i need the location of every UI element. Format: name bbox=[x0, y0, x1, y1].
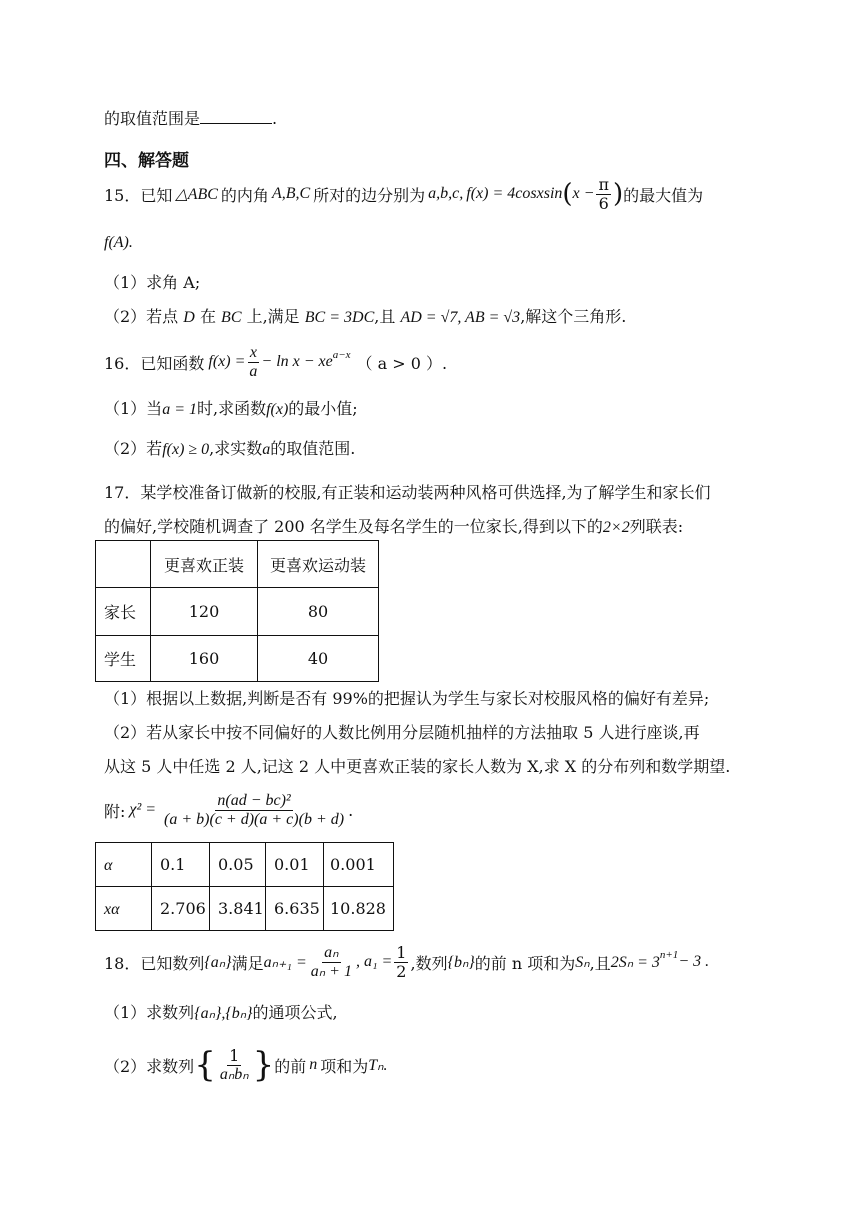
eq-a1: a = 1 bbox=[162, 401, 197, 418]
table-cell: 0.05 bbox=[210, 843, 266, 887]
x-over-a bbox=[247, 344, 259, 380]
paren-right: ) bbox=[612, 179, 624, 209]
recurrence-fraction bbox=[309, 944, 354, 980]
table-cell: 0.1 bbox=[152, 843, 210, 887]
q16-part2 bbox=[104, 436, 355, 459]
q18-text1: 已知数列 bbox=[140, 953, 205, 973]
q17-line2 bbox=[104, 514, 683, 537]
frac-num: n(ad − bc)² bbox=[217, 791, 291, 809]
intro-end: . bbox=[272, 109, 278, 128]
q15-stem bbox=[104, 176, 703, 212]
q15-number: 15． bbox=[104, 185, 141, 205]
q17-line1: 17．某学校准备订做新的校服,有正装和运动装两种风格可供选择,为了解学生和家长们 bbox=[104, 483, 711, 502]
sum-equation: 2Sₙ = 3 bbox=[610, 954, 660, 971]
q16-text1: 已知函数 bbox=[140, 353, 205, 373]
q16-p2-text3: 的取值范围. bbox=[270, 439, 356, 458]
intro-text: 的取值范围是 bbox=[104, 109, 201, 128]
table-cell: 160 bbox=[151, 636, 258, 682]
table-cell: 120 bbox=[151, 588, 258, 636]
table-row bbox=[96, 636, 379, 682]
table-header: 更喜欢正装 bbox=[151, 541, 258, 588]
q15-text2: 的内角 bbox=[220, 185, 269, 205]
brace-right: } bbox=[252, 1045, 275, 1085]
q16-p1-text2: 时,求函数 bbox=[196, 399, 267, 418]
table-cell: 10.828 bbox=[324, 887, 394, 931]
appendix-label: 附: bbox=[104, 801, 126, 821]
segment-bc: BC bbox=[221, 309, 242, 326]
answer-blank bbox=[200, 109, 272, 124]
contingency-table bbox=[95, 540, 379, 682]
section-title: 四、解答题 bbox=[104, 151, 189, 171]
sequences-ab: {aₙ},{bₙ} bbox=[194, 1005, 253, 1022]
q17-l2-text2: 列联表: bbox=[629, 517, 684, 536]
table-cell: 家长 bbox=[96, 588, 151, 636]
brace-left: { bbox=[194, 1045, 216, 1085]
q15-arg: x − bbox=[572, 185, 595, 202]
table-cell bbox=[96, 541, 151, 588]
frac-den: a bbox=[249, 362, 258, 380]
q16-p2-text2: ,求实数 bbox=[209, 439, 263, 458]
sum-end: − 3 . bbox=[678, 953, 710, 970]
q18-part2 bbox=[104, 1040, 388, 1090]
two-by-two: 2×2 bbox=[602, 519, 630, 536]
q16-exponent: a−x bbox=[332, 349, 351, 361]
frac-den: 6 bbox=[598, 193, 609, 213]
q16-condition: （ a > 0 ）. bbox=[356, 353, 448, 373]
q16-part1 bbox=[104, 396, 358, 419]
q17-part2-line2: 从这 5 人中任选 2 人,记这 2 人中更喜欢正装的家长人数为 X,求 X 的分布列和数学期望. bbox=[104, 757, 731, 776]
pi-over-six bbox=[596, 176, 611, 212]
frac-num: π bbox=[598, 174, 609, 194]
q18-part1 bbox=[104, 1000, 338, 1023]
q15-p2-text5: ,解这个三角形. bbox=[520, 307, 627, 326]
q16-p1-text1: （1）当 bbox=[104, 399, 163, 418]
q16-rest: − ln x − xe bbox=[261, 353, 333, 370]
q15-function: f(x) = 4cosxsin bbox=[466, 185, 563, 202]
critical-value-table bbox=[95, 842, 394, 931]
alpha-label: α bbox=[104, 856, 113, 874]
one-half bbox=[394, 944, 408, 980]
table-cell bbox=[96, 843, 152, 887]
fa-expression: f(A). bbox=[104, 234, 133, 251]
q15-max-value bbox=[104, 232, 133, 252]
q18-stem bbox=[104, 940, 709, 984]
table-row bbox=[96, 887, 394, 931]
point-d: D bbox=[183, 309, 195, 326]
q16-stem bbox=[104, 344, 447, 380]
q15-text4: 的最大值为 bbox=[623, 185, 704, 205]
q16-fx: f(x) = bbox=[208, 353, 246, 370]
q18-text4: 的前 n 项和为 bbox=[474, 953, 576, 973]
table-cell: 3.841 bbox=[210, 887, 266, 931]
sum-t: Tₙ. bbox=[368, 1057, 388, 1074]
table-cell: 6.635 bbox=[266, 887, 324, 931]
frac-den: aₙbₙ bbox=[219, 1065, 249, 1083]
seq-a: {aₙ} bbox=[204, 954, 232, 971]
chi-symbol: χ² = bbox=[129, 801, 157, 818]
x-alpha-label: xα bbox=[104, 900, 120, 918]
reciprocal-fraction bbox=[218, 1047, 251, 1083]
q18-p2-text2: 的前 bbox=[274, 1056, 307, 1076]
frac-den: 2 bbox=[396, 961, 407, 981]
q15-text1: 已知 bbox=[140, 185, 173, 205]
q15-p2-text1: （2）若点 bbox=[104, 307, 179, 326]
frac-num: 1 bbox=[396, 942, 407, 962]
paren-left: ( bbox=[562, 179, 573, 209]
sum-exponent: n+1 bbox=[659, 949, 679, 961]
q18-number: 18． bbox=[104, 953, 141, 973]
q17-part1: （1）根据以上数据,判断是否有 99%的把握认为学生与家长对校服风格的偏好有差异; bbox=[104, 689, 710, 708]
seq-b: {bₙ} bbox=[447, 954, 475, 971]
table-cell: 0.01 bbox=[266, 843, 324, 887]
triangle-symbol: △ABC bbox=[175, 186, 218, 203]
q15-p2-text2: 在 bbox=[199, 307, 216, 326]
q15-sides: a,b,c, bbox=[428, 185, 464, 202]
q17-part2-line1: （2）若从家长中按不同偏好的人数比例用分层随机抽样的方法抽取 5 人进行座谈,再 bbox=[104, 723, 700, 742]
q18-p2-text3: 项和为 bbox=[320, 1056, 369, 1076]
table-cell bbox=[96, 887, 152, 931]
chi-fraction bbox=[162, 792, 346, 828]
q16-p2-text1: （2）若 bbox=[104, 439, 163, 458]
table-row bbox=[96, 588, 379, 636]
eq-bc-3dc: BC = 3DC bbox=[304, 309, 375, 326]
chi-square-formula bbox=[104, 786, 353, 834]
table-cell: 0.001 bbox=[324, 843, 394, 887]
q15-part2 bbox=[104, 304, 626, 327]
frac-num: aₙ bbox=[324, 943, 339, 961]
var-a: a bbox=[262, 441, 271, 458]
q15-part1: （1）求角 A; bbox=[104, 273, 201, 292]
sum-s: Sₙ bbox=[575, 954, 590, 971]
eq-ab: , AB = √3 bbox=[457, 309, 521, 326]
q15-text3: 所对的边分别为 bbox=[313, 185, 426, 205]
eq-ad: AD = √7 bbox=[400, 309, 458, 326]
frac-num: 1 bbox=[229, 1045, 240, 1065]
q18-text3: ,数列 bbox=[410, 953, 448, 973]
q16-p1-fx: f(x) bbox=[266, 401, 289, 418]
q18-p2-text1: （2）求数列 bbox=[104, 1056, 195, 1076]
q18-text5: ,且 bbox=[589, 953, 611, 973]
a1-label: , a₁ = bbox=[355, 953, 393, 970]
q18-p1-text1: （1）求数列 bbox=[104, 1003, 195, 1022]
intro-line bbox=[104, 106, 277, 129]
table-row bbox=[96, 541, 379, 588]
frac-den: aₙ + 1 bbox=[310, 962, 352, 980]
q15-p2-text4: ,且 bbox=[374, 307, 396, 326]
fx-geq-0: f(x) ≥ 0 bbox=[162, 441, 210, 458]
q18-text2: 满足 bbox=[231, 953, 264, 973]
var-n: n bbox=[309, 1056, 318, 1073]
chi-end: . bbox=[348, 800, 354, 820]
recurrence-lhs: aₙ₊₁ = bbox=[263, 954, 307, 971]
table-header: 更喜欢运动装 bbox=[258, 541, 379, 588]
frac-num: x bbox=[249, 343, 257, 361]
frac-den: (a + b)(c + d)(a + c)(b + d) bbox=[164, 810, 345, 828]
table-cell: 80 bbox=[258, 588, 379, 636]
q15-p2-text3: 上,满足 bbox=[246, 307, 300, 326]
table-cell: 40 bbox=[258, 636, 379, 682]
q16-number: 16． bbox=[104, 353, 141, 373]
table-cell: 2.706 bbox=[152, 887, 210, 931]
q15-angles: A,B,C bbox=[271, 185, 311, 202]
q16-p1-text3: 的最小值; bbox=[288, 399, 358, 418]
q18-p1-text2: 的通项公式, bbox=[252, 1003, 338, 1022]
q17-l2-text1: 的偏好,学校随机调查了 200 名学生及每名学生的一位家长,得到以下的 bbox=[104, 517, 603, 536]
table-cell: 学生 bbox=[96, 636, 151, 682]
table-row bbox=[96, 843, 394, 887]
